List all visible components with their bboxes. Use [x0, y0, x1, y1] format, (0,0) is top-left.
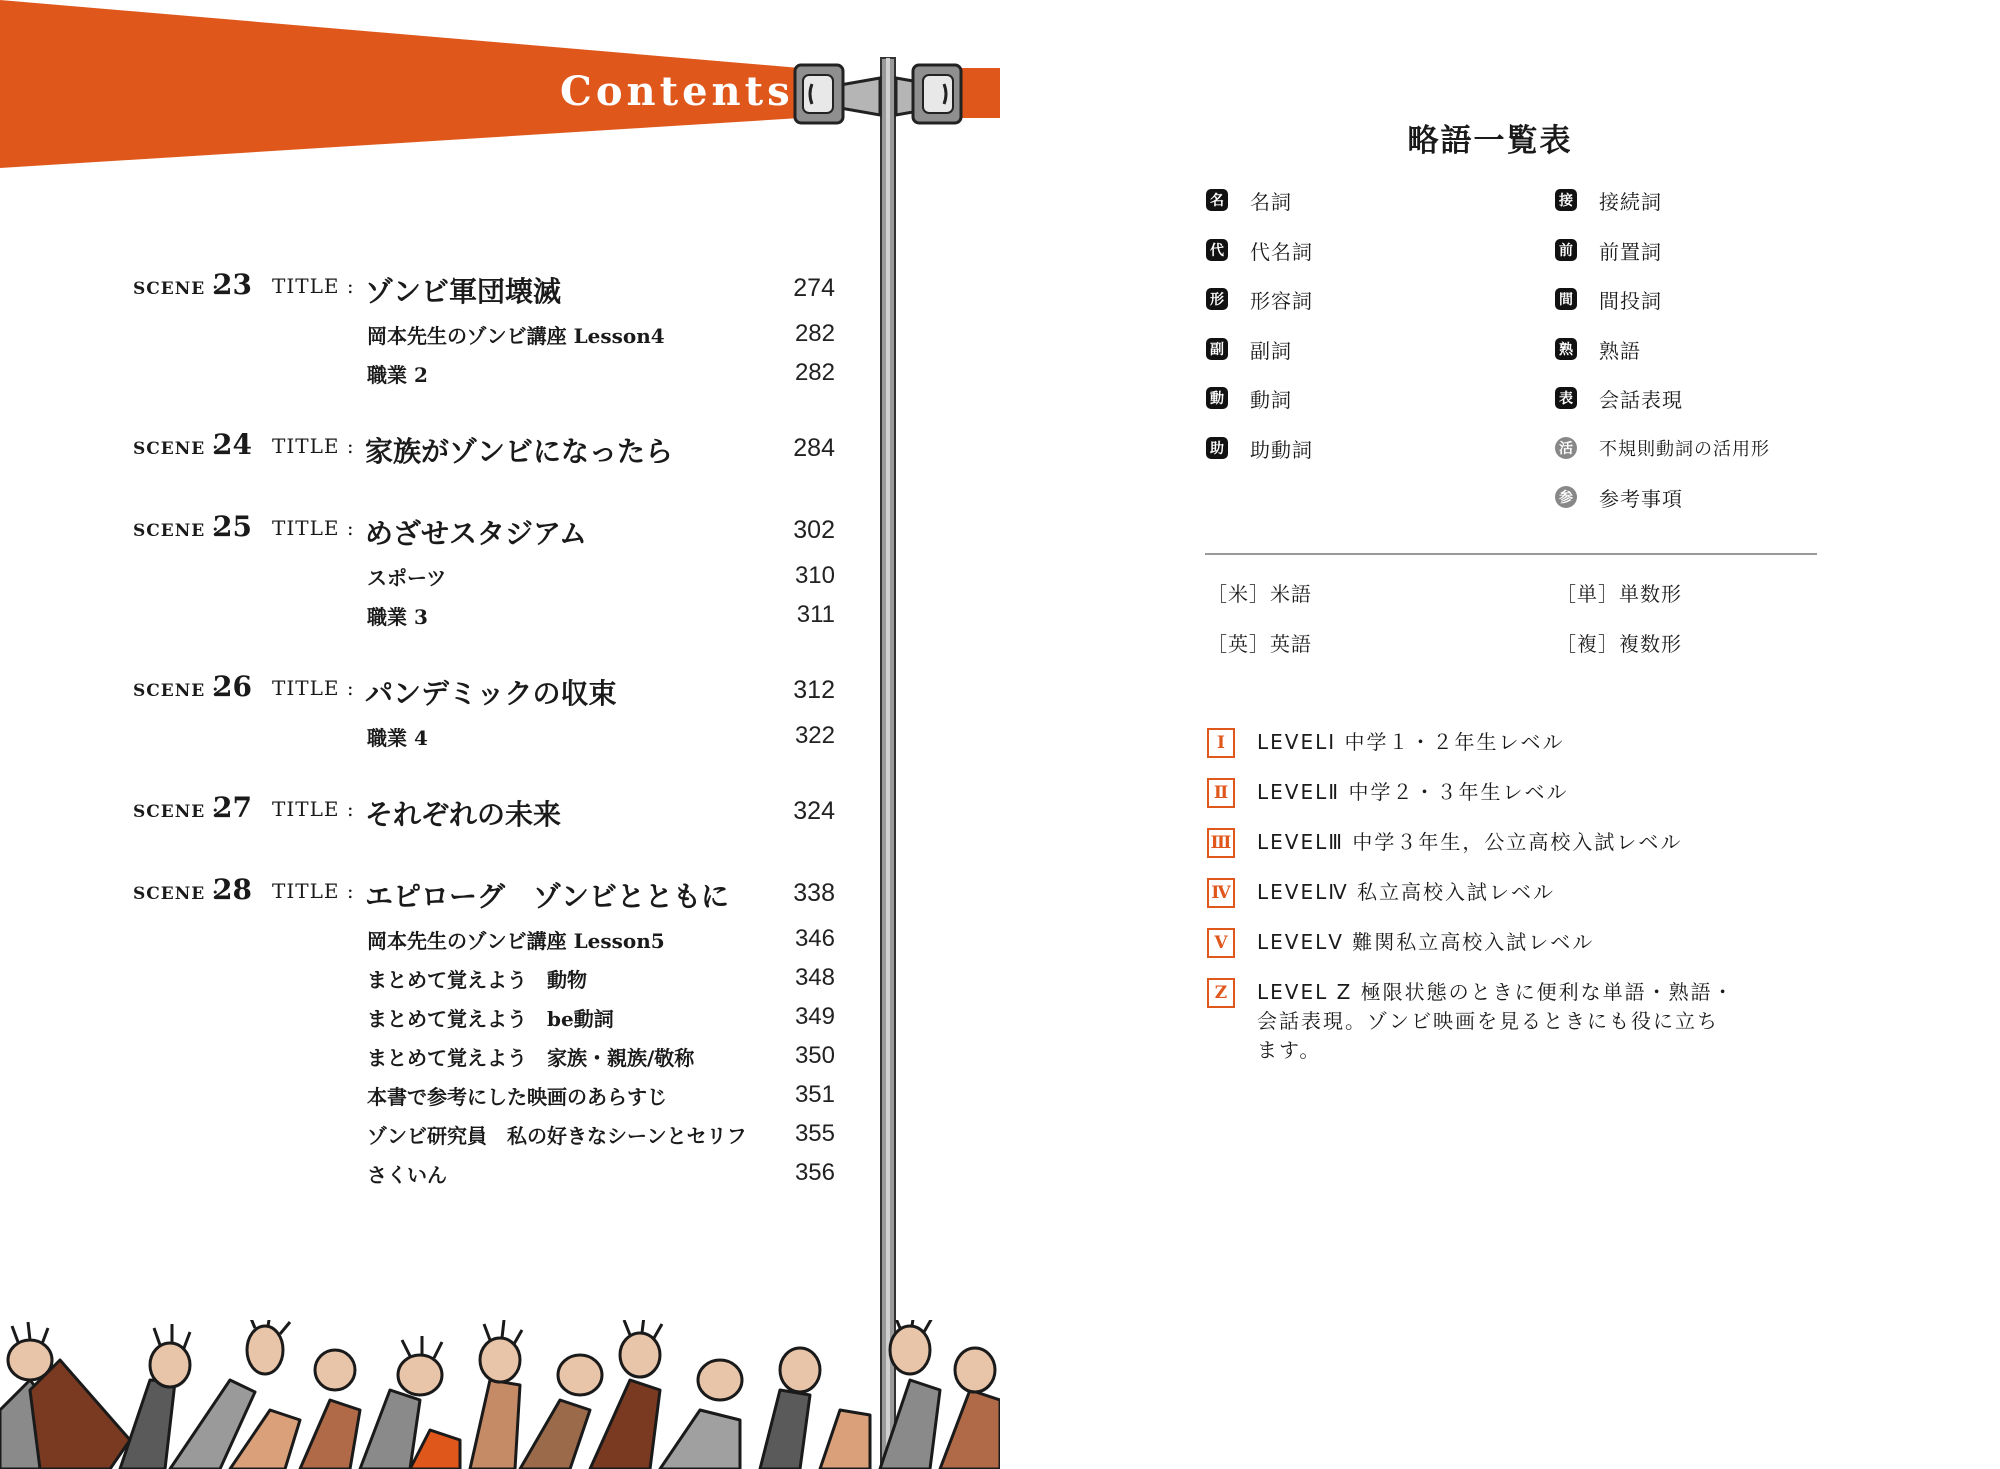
note-item: ［英］英語	[1207, 632, 1312, 656]
sub-entry-label: さくいん	[367, 1163, 447, 1187]
abbreviation-badge-icon: 代	[1206, 239, 1228, 261]
level-mark-icon: Ⅲ	[1207, 828, 1235, 858]
sub-entry-label: 岡本先生のゾンビ講座 Lesson5	[367, 929, 665, 953]
level-description: LEVELⅢ 中学３年生，公立高校入試レベル	[1257, 830, 1683, 854]
page-number: 311	[796, 601, 835, 628]
abbreviation-label: 前置詞	[1599, 239, 1662, 264]
scene-label: SCENE :	[133, 521, 220, 541]
zombie-hands-illustration	[0, 1320, 1000, 1469]
abbreviation-label: 動詞	[1250, 387, 1292, 412]
note-item: ［単］単数形	[1556, 582, 1682, 606]
level-item	[1207, 928, 1737, 958]
abbreviation-badge-icon: 副	[1206, 338, 1228, 360]
scene-entry	[0, 262, 850, 392]
page-number: 338	[793, 879, 835, 907]
level-item	[1207, 778, 1737, 808]
sub-entry	[0, 353, 850, 392]
scene-entry	[0, 422, 850, 474]
page-number: 322	[794, 722, 835, 749]
abbreviation-item	[1206, 334, 1292, 364]
level-item	[1207, 978, 1737, 1065]
scene-label: SCENE :	[133, 439, 220, 459]
page-number: 302	[793, 516, 835, 544]
divider	[1205, 553, 1817, 555]
abbreviation-item	[1206, 284, 1313, 314]
level-mark-icon: Ⅳ	[1207, 878, 1235, 908]
page-number: 282	[794, 359, 835, 386]
page-number: 274	[793, 274, 835, 302]
scene-label: SCENE :	[133, 884, 220, 904]
abbreviation-label: 名詞	[1250, 189, 1292, 214]
scene-entry	[0, 867, 850, 1192]
abbreviation-item	[1555, 334, 1641, 364]
level-description: LEVELⅡ 中学２・３年生レベル	[1257, 780, 1569, 804]
sub-entry	[0, 1153, 850, 1192]
abbreviation-item	[1555, 235, 1662, 265]
scene-label: SCENE :	[133, 279, 220, 299]
page-number: 324	[793, 797, 835, 825]
scene-title: めざせスタジアム	[365, 517, 588, 550]
abbreviation-label: 代名詞	[1250, 239, 1313, 264]
scene-title: 家族がゾンビになったら	[365, 435, 674, 468]
abbreviation-label: 不規則動詞の活用形	[1599, 439, 1770, 460]
abbreviation-item	[1206, 235, 1313, 265]
note-item: ［米］米語	[1207, 582, 1312, 606]
scene-heading	[0, 664, 850, 716]
note-item: ［複］複数形	[1556, 632, 1682, 656]
page-number: 350	[794, 1042, 835, 1069]
right-page	[1000, 0, 2000, 1469]
scene-heading	[0, 262, 850, 314]
scene-label: SCENE :	[133, 681, 220, 701]
abbreviation-item	[1206, 433, 1313, 463]
sub-entry	[0, 314, 850, 353]
page-number: 284	[793, 434, 835, 462]
sub-entry	[0, 958, 850, 997]
contents-title: Contents	[560, 68, 794, 115]
abbreviation-item	[1206, 383, 1292, 413]
sub-entry	[0, 595, 850, 634]
abbreviation-item	[1555, 284, 1662, 314]
abbreviation-badge-icon: 参	[1555, 486, 1577, 508]
sub-entry	[0, 1036, 850, 1075]
level-item	[1207, 728, 1737, 758]
level-description: LEVELⅣ 私立高校入試レベル	[1257, 880, 1556, 904]
abbreviation-badge-icon: 接	[1555, 189, 1577, 211]
abbreviation-label: 間投詞	[1599, 288, 1662, 313]
page-number: 351	[794, 1081, 835, 1108]
scene-number: 27	[213, 791, 252, 824]
abbreviation-label: 助動詞	[1250, 437, 1313, 462]
scene-number: 24	[213, 428, 252, 461]
page-number: 355	[794, 1120, 835, 1147]
level-mark-icon: Ⅴ	[1207, 928, 1235, 958]
title-label: TITLE :	[272, 676, 355, 700]
abbreviation-badge-icon: 形	[1206, 288, 1228, 310]
scene-number: 28	[213, 873, 252, 906]
abbreviation-badge-icon: 表	[1555, 387, 1577, 409]
scene-title: エピローグ ゾンビとともに	[365, 880, 730, 913]
level-mark-icon: Z	[1207, 978, 1235, 1008]
sub-entry-label: まとめて覚えよう 動物	[367, 968, 587, 992]
abbreviation-label: 接続詞	[1599, 189, 1662, 214]
abbreviation-label: 形容詞	[1250, 288, 1313, 313]
abbreviation-label: 熟語	[1599, 338, 1641, 363]
scene-number: 25	[213, 510, 252, 543]
title-label: TITLE :	[272, 434, 355, 458]
sub-entry	[0, 919, 850, 958]
scene-number: 26	[213, 670, 252, 703]
level-item	[1207, 878, 1737, 908]
sub-entry	[0, 1114, 850, 1153]
scene-number: 23	[213, 268, 252, 301]
sub-entry	[0, 997, 850, 1036]
right-speaker-icon	[896, 65, 961, 123]
scene-entry	[0, 504, 850, 634]
sub-entry	[0, 1075, 850, 1114]
sub-entry-label: 職業 4	[367, 726, 428, 750]
scene-title: ゾンビ軍団壊滅	[365, 275, 562, 308]
scene-title: それぞれの未来	[365, 798, 562, 831]
sub-entry-label: 職業 3	[367, 605, 428, 629]
sub-entry-label: まとめて覚えよう 家族・親族/敬称	[367, 1046, 695, 1070]
level-item	[1207, 828, 1737, 858]
abbreviation-item	[1206, 185, 1292, 215]
level-description: LEVELⅤ 難関私立高校入試レベル	[1257, 930, 1595, 954]
title-label: TITLE :	[272, 274, 355, 298]
sub-entry	[0, 556, 850, 595]
level-mark-icon: Ⅱ	[1207, 778, 1235, 808]
abbreviation-badge-icon: 活	[1555, 437, 1577, 459]
scene-heading	[0, 785, 850, 837]
sub-entry-label: 本書で参考にした映画のあらすじ	[367, 1085, 667, 1109]
abbreviation-item	[1555, 433, 1770, 463]
page-number: 349	[794, 1003, 835, 1030]
abbreviation-item	[1555, 185, 1662, 215]
title-label: TITLE :	[272, 879, 355, 903]
abbreviation-label: 副詞	[1250, 338, 1292, 363]
page-number: 282	[794, 320, 835, 347]
sub-entry-label: まとめて覚えよう be動詞	[367, 1007, 614, 1031]
title-label: TITLE :	[272, 797, 355, 821]
page-number: 348	[794, 964, 835, 991]
abbreviation-badge-icon: 前	[1555, 239, 1577, 261]
sub-entry-label: 岡本先生のゾンビ講座 Lesson4	[367, 324, 665, 348]
scene-label: SCENE :	[133, 802, 220, 822]
page-number: 310	[794, 562, 835, 589]
scene-heading	[0, 504, 850, 556]
scene-heading	[0, 867, 850, 919]
abbreviation-badge-icon: 間	[1555, 288, 1577, 310]
title-label: TITLE :	[272, 516, 355, 540]
abbreviation-item	[1555, 383, 1683, 413]
abbreviation-label: 参考事項	[1599, 486, 1683, 511]
abbreviation-badge-icon: 名	[1206, 189, 1228, 211]
level-description: LEVELⅠ 中学１・２年生レベル	[1257, 730, 1565, 754]
page-number: 346	[794, 925, 835, 952]
sub-entry-label: 職業 2	[367, 363, 428, 387]
abbreviation-table-title: 略語一覧表	[1407, 123, 1573, 159]
level-mark-icon: Ⅰ	[1207, 728, 1235, 758]
sub-entry	[0, 716, 850, 755]
left-speaker-icon	[795, 65, 880, 123]
page-number: 312	[793, 676, 835, 704]
contents-list	[0, 262, 850, 1222]
scene-heading	[0, 422, 850, 474]
scene-entry	[0, 785, 850, 837]
sub-entry-label: ゾンビ研究員 私の好きなシーンとセリフ	[367, 1124, 747, 1148]
scene-entry	[0, 664, 850, 755]
abbreviation-label: 会話表現	[1599, 387, 1683, 412]
scene-title: パンデミックの収束	[365, 677, 617, 710]
level-description: LEVEL Z 極限状態のときに便利な単語・熟語・会話表現。ゾンビ映画を見るときにも役に立ちます。	[1257, 980, 1735, 1062]
page-number: 356	[794, 1159, 835, 1186]
sub-entry-label: スポーツ	[367, 566, 447, 590]
abbreviation-badge-icon: 助	[1206, 437, 1228, 459]
abbreviation-badge-icon: 動	[1206, 387, 1228, 409]
abbreviation-badge-icon: 熟	[1555, 338, 1577, 360]
abbreviation-item	[1555, 482, 1683, 512]
